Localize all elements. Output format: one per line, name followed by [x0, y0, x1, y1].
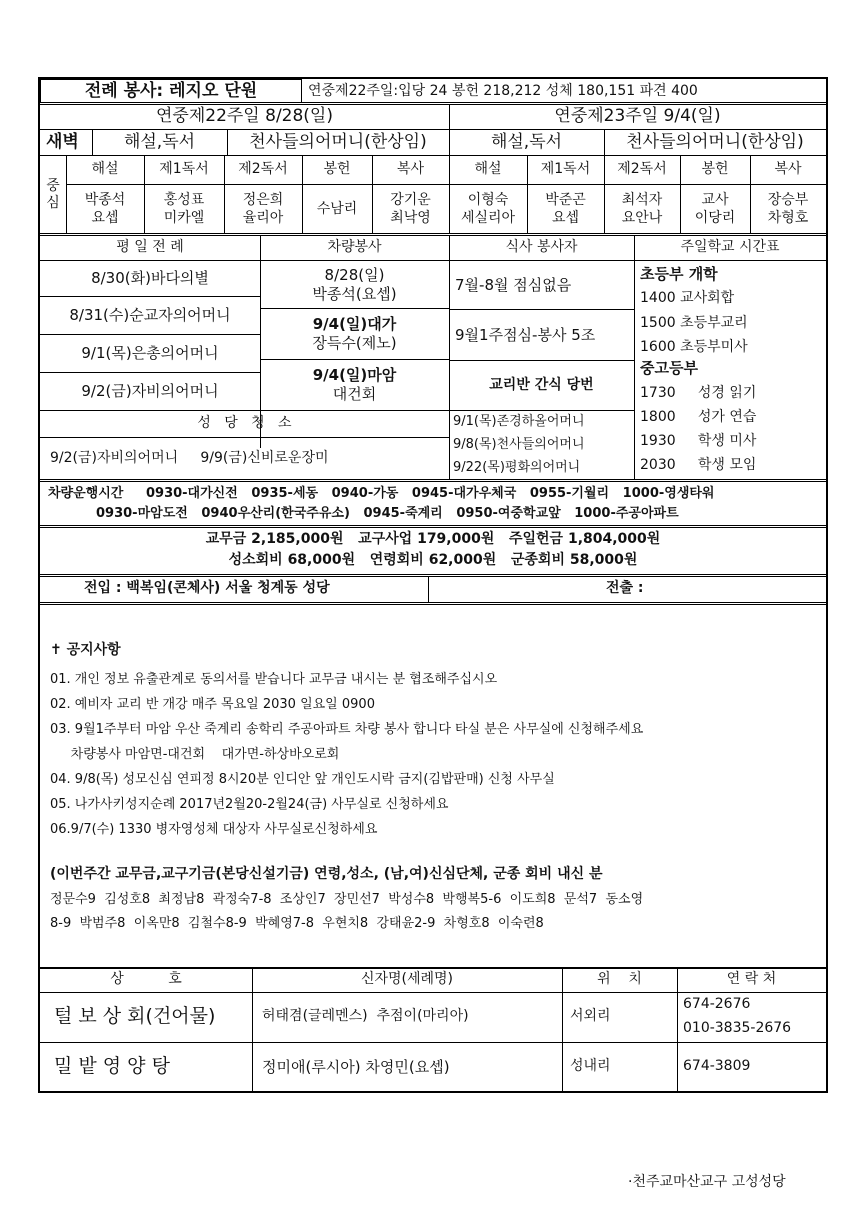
cleaning-text: 9/2(금)자비의어머니 9/9(금)신비로운장미 [50, 449, 329, 466]
sunday1-title: 연중제22주일 8/28(일) [155, 106, 333, 126]
notice-1: 01. 개인 정보 유출관계로 동의서를 받습니다 교무금 내시는 분 협조해주십시오 [50, 672, 498, 687]
school-elem-item-1: 1400 교사회합 [640, 290, 735, 306]
vehicle-item-1 [260, 261, 449, 308]
vehicle-item-1-person: 박종석(요셉) [312, 284, 397, 303]
school-mid-item-2: 1800 성가 연습 [640, 409, 757, 425]
dir-row-2-phone: 674-3809 [683, 1058, 751, 1075]
dawn-label: 새벽 [46, 132, 79, 152]
snack-item-1: 9/1(목)존경하올어머니 [453, 414, 585, 429]
footer-parish: ·천주교마산교구 고성성당 [628, 1174, 786, 1190]
notice-3: 03. 9월1주부터 마암 우산 죽계리 송학리 주공아파트 차량 봉사 합니다 타실 분은 사무실에 신청해주세요 [50, 722, 644, 737]
header-stats: 연중제22주일:입당 24 봉헌 218,212 성체 180,151 파견 400 [308, 83, 698, 99]
cleaning-title: 성 당 청 소 [197, 415, 292, 432]
dir-header-phone: 연 락 처 [726, 971, 777, 988]
s2-name-1: 이형숙 세실리아 [460, 192, 516, 226]
sunday2-title: 연중제23주일 9/4(일) [554, 106, 721, 126]
dir-header-loc: 위 치 [597, 971, 642, 988]
dir-header-name: 상 호 [110, 971, 182, 988]
dir-row-1-people: 허태겸(글레멘스) 추점이(마리아) [262, 1008, 469, 1025]
weekday-item-2: 8/31(수)순교자의어머니 [69, 306, 231, 325]
s2-role-1: 해설 [474, 161, 502, 178]
notice-7: 06.9/7(수) 1330 병자영성체 대상자 사무실로신청하세요 [50, 822, 378, 837]
notice-5: 04. 9/8(목) 성모신심 연피정 8시20분 인디안 앞 개인도시락 금지(김밥판매) 신청 사무실 [50, 772, 555, 787]
s2-role-5: 복사 [774, 161, 802, 178]
school-mid-item-4: 2030 학생 모임 [640, 457, 757, 473]
vehicle-item-2-person: 장득수(제노) [312, 334, 397, 352]
center-label: 중 심 [46, 177, 60, 211]
dawn2-group: 천사들의어머니(한상임) [626, 132, 804, 152]
snack-title: 교리반 간식 당번 [489, 376, 594, 393]
s1-role-5: 복사 [396, 161, 425, 178]
s1-name-1: 박종석 요셉 [84, 192, 126, 226]
weekday-item-4: 9/2(금)자비의어머니 [81, 382, 219, 401]
dir-row-1-loc: 서외리 [570, 1008, 611, 1025]
s1-role-1: 해설 [91, 161, 119, 178]
s2-role-3: 제2독서 [617, 161, 667, 178]
dir-row-2-loc: 성내리 [570, 1058, 611, 1075]
s1-name-3: 정은희 율리아 [242, 192, 284, 226]
dir-row-2-people: 정미애(루시아) 차영민(요셉) [262, 1057, 450, 1076]
weekday-item-3: 9/1(목)은총의어머니 [81, 344, 219, 363]
dawn1-role: 해설,독서 [123, 132, 196, 152]
finance-line-2: 성소회비 68,000원 연령회비 62,000원 군종회비 58,000원 [228, 552, 638, 568]
s2-name-5: 장승부 차형호 [767, 192, 809, 226]
snack-item-2: 9/8(목)천사들의어머니 [453, 437, 585, 452]
s1-role-3: 제2독서 [238, 161, 288, 178]
school-mid-item-3: 1930 학생 미사 [640, 433, 757, 449]
notice-2: 02. 예비자 교리 반 개강 매주 목요일 2030 일요일 0900 [50, 697, 375, 712]
s1-role-4: 봉헌 [323, 161, 351, 178]
dues-line-2: 8-9 박범주8 이옥만8 김철수8-9 박혜영7-8 우현치8 강태윤2-9 차형호8 이숙련8 [50, 916, 544, 931]
school-elem-item-2: 1500 초등부교리 [640, 315, 748, 331]
dues-title: (이번주간 교무금,교구기금(본당신설기금) 연령,성소, (남,여)신심단체, 군종 회비 내신 분 [50, 866, 603, 882]
dir-row-1-name: 털 보 상 회(건어물) [54, 1005, 216, 1028]
weekday-title: 평 일 전 례 [116, 239, 184, 256]
s1-name-2: 홍성표 미카엘 [163, 192, 205, 226]
vehicle-item-1-date: 8/28(일) [324, 265, 385, 284]
notice-6: 05. 나가사키성지순례 2017년2월20-2월24(금) 사무실로 신청하세요 [50, 797, 449, 812]
dir-row-1-phone-1: 674-2676 [683, 996, 751, 1012]
school-mid-item-1: 1730 성경 읽기 [640, 385, 757, 401]
snack-item-3: 9/22(목)평화의어머니 [453, 460, 581, 475]
school-title: 주일학교 시간표 [680, 239, 780, 256]
bus-line-2: 0930-마암도전 0940우산리(한국주유소) 0945-죽계리 0950-여중학교앞 1000-주공아파트 [96, 506, 679, 521]
meal-item-1: 7월-8월 점심없음 [455, 275, 572, 294]
vehicle-item-3 [260, 360, 449, 410]
dir-header-people: 신자명(세례명) [360, 971, 454, 988]
notices-title: ✝ 공지사항 [50, 642, 121, 658]
s2-name-3: 최석자 요안나 [621, 192, 663, 226]
weekday-item-1: 8/30(화)바다의별 [91, 269, 209, 288]
vehicle-item-3-date: 9/4(일)마암 [312, 366, 397, 385]
s1-role-2: 제1독서 [159, 161, 209, 178]
s2-name-4: 교사 이당리 [694, 192, 736, 226]
vehicle-item-2 [260, 309, 449, 359]
page-title: 전례 봉사: 레지오 단원 [84, 81, 258, 101]
transfer-out: 전출 : [606, 580, 644, 597]
s2-role-2: 제1독서 [540, 161, 591, 178]
vehicle-item-3-person: 대건회 [332, 385, 377, 403]
dawn1-group: 천사들의어머니(한상임) [249, 132, 427, 152]
meal-title: 식사 봉사자 [505, 239, 578, 256]
meal-item-2: 9월1주점심-봉사 5조 [455, 325, 596, 344]
notice-4: 차량봉사 마암면-대건회 대가면-하상바오로회 [50, 747, 340, 762]
s2-role-4: 봉헌 [701, 161, 729, 178]
school-elem-title: 초등부 개학 [640, 265, 718, 283]
dir-row-2-name: 밀 밭 영 양 탕 [54, 1055, 170, 1078]
dir-row-1-phone-2: 010-3835-2676 [683, 1020, 792, 1036]
dawn2-role: 해설,독서 [490, 132, 563, 152]
vehicle-title: 차량봉사 [327, 239, 382, 256]
finance-line-1: 교무금 2,185,000원 교구사업 179,000원 주일헌금 1,804,000원 [205, 531, 661, 547]
transfer-in: 전입 : 백복임(콘체사) 서울 청계동 성당 [84, 580, 330, 597]
dues-line-1: 정문수9 김성호8 최정남8 곽정숙7-8 조상인7 장민선7 박성수8 박행복5-6 이도희8 문석7 동소영 [50, 892, 644, 907]
school-mid-title: 중고등부 [640, 359, 698, 377]
school-elem-item-3: 1600 초등부미사 [640, 339, 748, 355]
vehicle-item-2-date: 9/4(일)대가 [312, 315, 397, 334]
bus-line-1: 차량운행시간 0930-대가신전 0935-세동 0940-가동 0945-대가우체국 0955-기월리 1000-영생타워 [48, 486, 715, 501]
s1-name-5: 강기운 최낙영 [390, 192, 431, 226]
s1-name-4: 수남리 [316, 200, 358, 217]
s2-name-2: 박준곤 요셉 [545, 192, 586, 226]
